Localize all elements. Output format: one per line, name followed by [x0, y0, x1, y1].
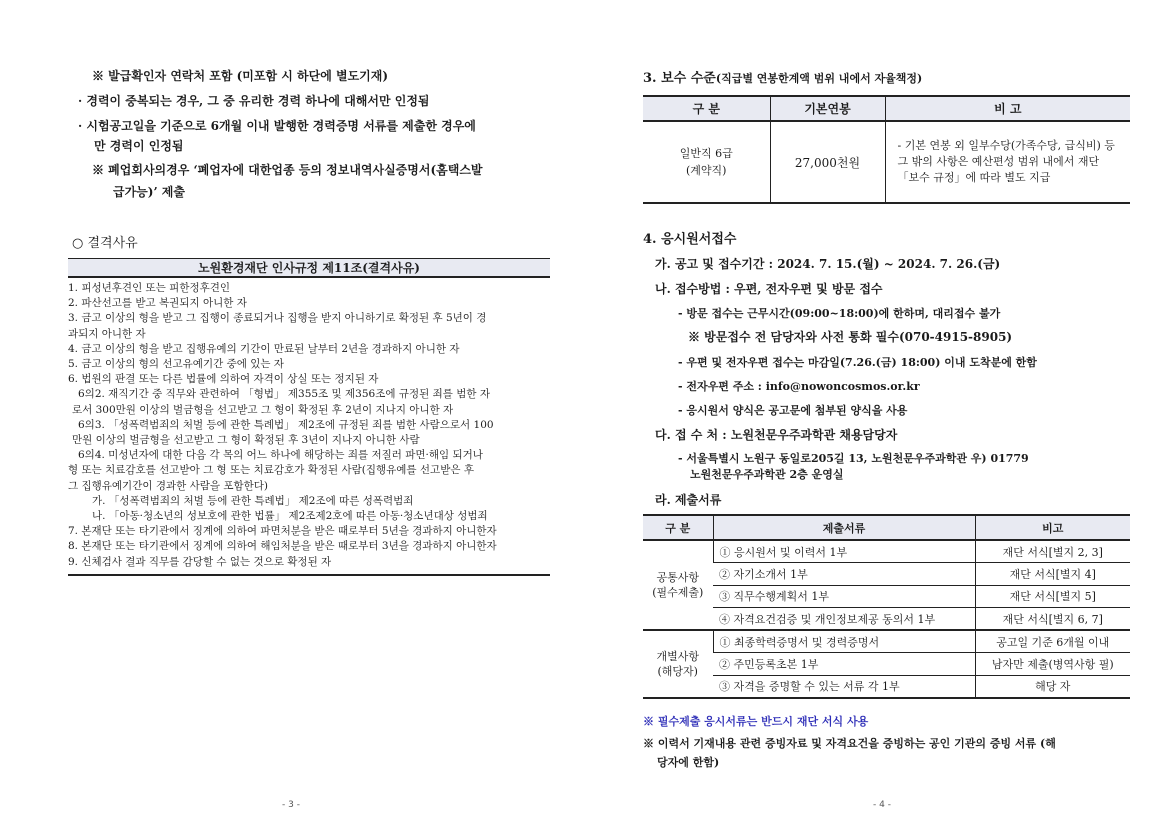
documents-table-header [643, 515, 1130, 540]
doc-name: ② 주민등록초본 1부 [713, 653, 975, 676]
method-detail-form: - 응시원서 양식은 공고문에 첨부된 양식을 사용 [678, 404, 908, 417]
pay-heading-main: 3. 보수 수준 [643, 71, 716, 86]
method-detail-visit: - 방문 접수는 근무시간(09:00~18:00)에 한하며, 대리접수 불가 [678, 307, 1001, 320]
regulation-item: 1. 피성년후견인 또는 피한정후견인 [68, 282, 231, 294]
regulation-item: 6의3. 「성폭력범죄의 처벌 등에 관한 특례법」 제2조에 규정된 죄를 범한 사람으로서 100 [78, 418, 494, 431]
pay-col-salary: 기본연봉 [770, 96, 885, 121]
group-common-label: 공통사항 [656, 571, 699, 584]
note-closed-company-cont: 급가능)’ 제출 [113, 185, 185, 199]
pay-col-remark: 비 고 [885, 96, 1130, 121]
bullet-duplicate-career: · 경력이 중복되는 경우, 그 중 유리한 경력 하나에 대해서만 인정됨 [78, 94, 430, 108]
pay-grade-line2: (계약직) [686, 164, 727, 177]
address-line1: - 서울특별시 노원구 동일로205길 13, 노원천문우주과학관 우) 01779 [678, 452, 1029, 465]
page-4 [585, 0, 1170, 828]
doc-name: ① 최종학력증명서 및 경력증명서 [713, 630, 975, 653]
pay-heading [643, 67, 922, 86]
regulation-item: 6의4. 미성년자에 대한 다음 각 목의 어느 하나에 해당하는 죄를 저질러 파면·해임 되거나 [78, 449, 483, 462]
regulation-item: 만원 이상의 벌금형을 선고받고 그 형이 확정된 후 3년이 지나지 아니한 사람 [72, 434, 420, 447]
regulation-item: 8. 본재단 또는 타기관에서 징계에 의하여 해임처분을 받은 때로부터 3년을 경과하지 아니한자 [68, 540, 497, 553]
doc-name: ③ 자격을 증명할 수 있는 서류 각 1부 [713, 675, 975, 698]
docs-col-documents: 제출서류 [713, 515, 975, 540]
pay-table [643, 95, 1130, 204]
doc-name: ② 자기소개서 1부 [713, 563, 975, 586]
docs-col-category: 구 분 [643, 515, 713, 540]
group-common [643, 540, 713, 630]
note-closed-company: ※ 폐업회사의경우 ‘폐업자에 대한업종 등의 정보내역사실증명서(홈택스발 [92, 163, 483, 177]
method-detail-call-required: ※ 방문접수 전 담당자와 사전 통화 필수(070-4915-8905) [688, 330, 1013, 344]
doc-name: ④ 자격요건검증 및 개인정보제공 동의서 1부 [713, 608, 975, 631]
regulation-list [68, 278, 550, 570]
regulation-item: 2. 파산선고를 받고 복권되지 아니한 자 [68, 297, 247, 310]
pay-table-row [643, 121, 1130, 203]
regulation-item: 가. 「성폭력범죄의 처벌 등에 관한 특례법」 제2조에 따른 성폭력범죄 [92, 494, 414, 507]
group-common-sublabel: (필수제출) [652, 586, 704, 599]
regulation-item: 형 또는 치료감호를 선고받아 그 형 또는 치료감호가 확정된 사람(집행유예를 선고받은 후 [68, 464, 474, 477]
footnote-evidence-line2: 당자에 한함) [657, 756, 720, 769]
table-row [643, 630, 1130, 653]
bullet-career-cert-cont: 만 경력이 인정됨 [94, 139, 184, 153]
table-row [643, 653, 1130, 676]
page-number: - 3 - [282, 800, 300, 810]
doc-remark: 재단 서식[별지 5] [975, 585, 1130, 608]
application-method: 나. 접수방법 : 우편, 전자우편 및 방문 접수 [655, 282, 883, 296]
table-row [643, 675, 1130, 698]
regulation-title: 노원환경재단 인사규정 제11조(결격사유) [68, 258, 550, 278]
regulation-item: 3. 금고 이상의 형을 받고 그 집행이 종료되거나 집행을 받지 아니하기로 확정된 후 5년이 경 [68, 312, 487, 325]
footnote-required-forms: ※ 필수제출 응시서류는 반드시 재단 서식 사용 [643, 715, 869, 728]
doc-remark: 재단 서식[별지 2, 3] [975, 540, 1130, 563]
regulation-item: 9. 신체검사 결과 직무를 감당할 수 없는 것으로 확정된 자 [68, 555, 332, 568]
pay-grade-line1: 일반직 6급 [679, 147, 733, 160]
doc-name: ③ 직무수행계획서 1부 [713, 585, 975, 608]
docs-col-remark: 비고 [975, 515, 1130, 540]
doc-remark: 해당 자 [975, 675, 1130, 698]
pay-heading-sub: (직급별 연봉한계액 범위 내에서 자율책정) [715, 72, 923, 85]
table-row [643, 540, 1130, 563]
regulation-item: 과되지 아니한 자 [68, 327, 146, 340]
pay-col-category: 구 분 [643, 96, 770, 121]
group-individual-sublabel: (해당자) [657, 664, 698, 678]
pay-salary-cell: 27,000천원 [770, 121, 885, 203]
section-heading-disqualification: ○ 결격사유 [72, 236, 138, 251]
doc-remark: 재단 서식[별지 4] [975, 563, 1130, 586]
regulation-item: 6의2. 재직기간 중 직무와 관련하여 「형법」 제355조 및 제356조에 규정된 죄를 범한 자 [78, 388, 490, 401]
regulation-item: 로서 300만원 이상의 벌금형을 선고받고 그 형이 확정된 후 2년이 지나지 아니한 자 [72, 403, 454, 416]
pay-table-header [643, 96, 1130, 121]
page-number: - 4 - [873, 800, 891, 810]
doc-remark: 재단 서식[별지 6, 7] [975, 608, 1130, 631]
address-line2: 노원천문우주과학관 2층 운영실 [690, 468, 844, 481]
pay-remark-cell: - 기본 연봉 외 일부수당(가족수당, 급식비) 등 그 밖의 사항은 예산편성 범위 내에서 재단 「보수 규정」에 따라 별도 지급 [885, 121, 1130, 203]
footnote-evidence-line1: ※ 이력서 기재내용 관련 증빙자료 및 자격요건을 증빙하는 공인 기관의 증빙 서류 (해 [643, 737, 1056, 750]
note-issuer-contact: ※ 발급확인자 연락처 포함 (미포함 시 하단에 별도기재) [92, 69, 389, 83]
doc-name: ① 응시원서 및 이력서 1부 [713, 540, 975, 563]
method-detail-mail-deadline: - 우편 및 전자우편 접수는 마감일(7.26.(금) 18:00) 이내 도착분에 한함 [678, 356, 1037, 369]
doc-remark: 남자만 제출(병역사항 필) [975, 653, 1130, 676]
regulation-item: 4. 금고 이상의 형을 받고 집행유예의 기간이 만료된 날부터 2년을 경과하지 아니한 자 [68, 342, 460, 355]
regulation-item: 7. 본재단 또는 타기관에서 징계에 의하여 파면처분을 받은 때로부터 5년을 경과하지 아니한자 [68, 525, 497, 538]
regulation-item: 6. 법원의 판결 또는 다른 법률에 의하여 자격이 상실 또는 정지된 자 [68, 373, 379, 386]
application-place: 다. 접 수 처 : 노원천문우주과학관 채용담당자 [655, 428, 898, 442]
documents-heading: 라. 제출서류 [655, 493, 722, 507]
pay-grade-cell [643, 121, 770, 203]
doc-remark: 공고일 기준 6개월 이내 [975, 630, 1130, 653]
documents-table [643, 514, 1130, 699]
regulation-item: 그 집행유예기간이 경과한 사람을 포함한다) [68, 479, 269, 492]
table-row [643, 608, 1130, 631]
application-heading: 4. 응시원서접수 [643, 232, 737, 247]
regulation-item: 5. 금고 이상의 형의 선고유예기간 중에 있는 자 [68, 358, 284, 371]
application-period: 가. 공고 및 접수기간 : 2024. 7. 15.(월) ~ 2024. 7. 26.(금) [655, 257, 1001, 271]
group-individual-label: 개별사항 [656, 649, 699, 663]
method-detail-email: - 전자우편 주소 : info@nowoncosmos.or.kr [678, 380, 920, 393]
regulation-box [68, 258, 550, 576]
table-row [643, 585, 1130, 608]
group-individual [643, 630, 713, 698]
bullet-career-cert: · 시험공고일을 기준으로 6개월 이내 발행한 경력증명 서류를 제출한 경우에 [78, 119, 476, 133]
regulation-item: 나. 「아동·청소년의 성보호에 관한 법률」 제2조제2호에 따른 아동·청소년대상 성범죄 [92, 510, 488, 523]
table-row [643, 563, 1130, 586]
regulation-bottom-rule [68, 574, 550, 576]
